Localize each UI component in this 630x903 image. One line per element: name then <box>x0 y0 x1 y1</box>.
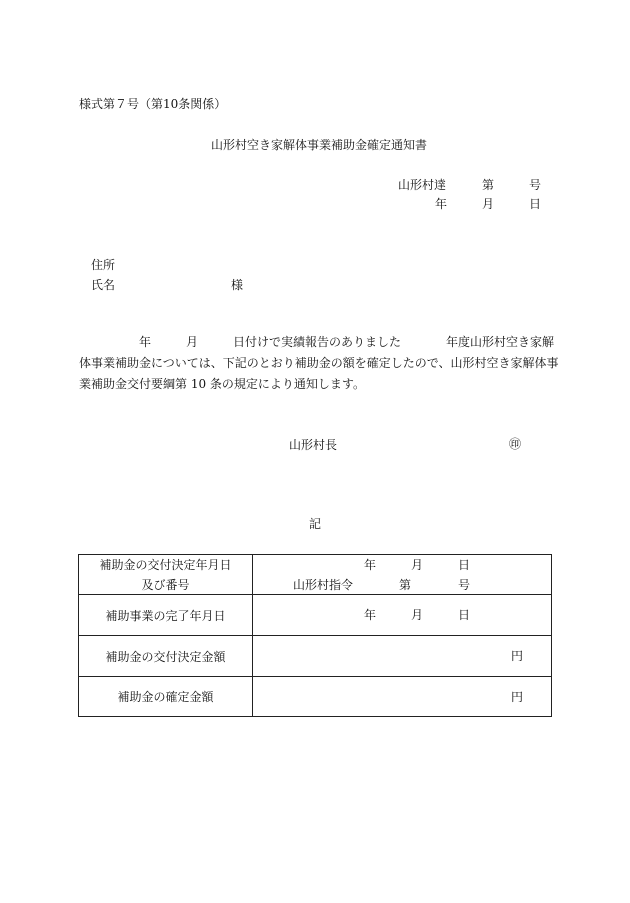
issue-date-year: 年 <box>435 197 448 211</box>
decision-date-label: 補助金の交付決定年月日 <box>99 558 232 572</box>
decision-dai: 第 <box>399 578 412 592</box>
body-year: 年 <box>139 335 152 349</box>
body-line1-rest: 日付けで実績報告のありました <box>233 335 402 349</box>
table-row <box>79 636 552 677</box>
form-number: 様式第７号（第10条関係） <box>79 97 227 111</box>
body-fiscal: 年度山形村空き家解 <box>446 335 555 349</box>
honorific: 様 <box>231 278 244 292</box>
decision-day: 日 <box>458 558 471 572</box>
issue-date-day: 日 <box>529 197 542 211</box>
completion-day: 日 <box>458 608 471 622</box>
record-table <box>78 554 552 717</box>
table-value-cell <box>253 677 552 717</box>
body-line2: 体事業補助金については、下記のとおり補助金の額を確定したので、山形村空き家解体事 <box>79 356 559 370</box>
decision-amount-unit: 円 <box>511 649 524 663</box>
ki-heading: 記 <box>309 517 322 531</box>
seal-mark: ㊞ <box>509 437 522 451</box>
table-label-cell <box>79 555 253 595</box>
table-value-cell <box>253 555 552 595</box>
table-row <box>79 677 552 717</box>
confirmed-amount-unit: 円 <box>511 690 524 704</box>
name-label: 氏名 <box>91 278 116 292</box>
signatory: 山形村長 <box>289 438 338 452</box>
decision-ref: 山形村指令 <box>293 578 354 592</box>
body-line3: 業補助金交付要綱第 10 条の規定により通知します。 <box>79 377 365 391</box>
table-row <box>79 555 552 595</box>
table-value-cell <box>253 636 552 677</box>
completion-date-label: 補助事業の完了年月日 <box>79 595 253 636</box>
decision-number-label: 及び番号 <box>141 578 190 592</box>
completion-year: 年 <box>364 608 377 622</box>
issue-date-month: 月 <box>482 197 495 211</box>
completion-month: 月 <box>411 608 424 622</box>
decision-year: 年 <box>364 558 377 572</box>
body-month: 月 <box>186 335 199 349</box>
confirmed-amount-label: 補助金の確定金額 <box>79 677 253 717</box>
table-row <box>79 595 552 636</box>
address-label: 住所 <box>91 258 116 272</box>
doc-number-dai: 第 <box>482 178 495 192</box>
decision-go: 号 <box>458 578 471 592</box>
document-title: 山形村空き家解体事業補助金確定通知書 <box>211 138 428 152</box>
doc-number-prefix: 山形村達 <box>398 178 447 192</box>
doc-number-go: 号 <box>529 178 542 192</box>
decision-month: 月 <box>411 558 424 572</box>
decision-amount-label: 補助金の交付決定金額 <box>79 636 253 677</box>
table-value-cell <box>253 595 552 636</box>
